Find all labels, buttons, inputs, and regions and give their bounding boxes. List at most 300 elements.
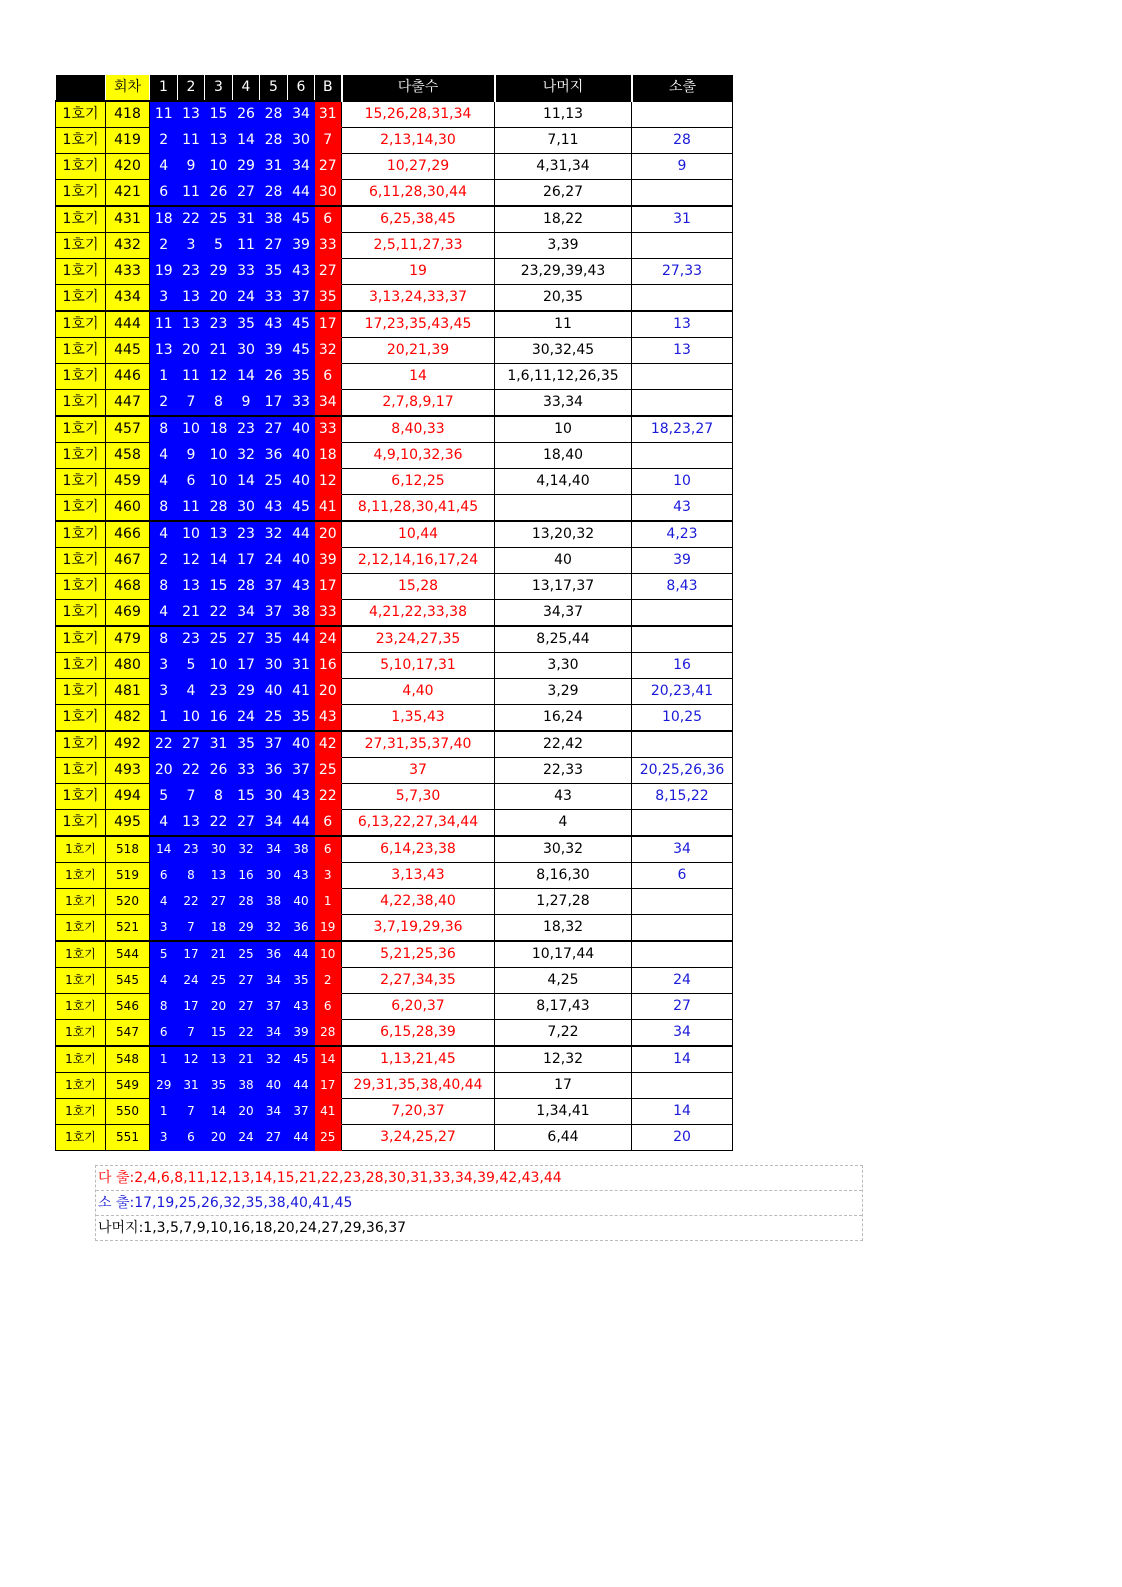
- number-cell: 38: [288, 836, 315, 863]
- round-cell: 480: [106, 653, 150, 679]
- number-cell: 43: [288, 863, 315, 889]
- machine-cell: 1호기: [56, 495, 106, 522]
- round-cell: 521: [106, 915, 150, 942]
- round-cell: 468: [106, 574, 150, 600]
- round-cell: 545: [106, 968, 150, 994]
- number-cell: 30: [260, 784, 288, 810]
- number-cell: 35: [260, 259, 288, 285]
- number-cell: 9: [233, 390, 260, 417]
- number-cell: 31: [233, 206, 260, 233]
- number-cell: 3: [150, 915, 178, 942]
- rest-cell: 30,32,45: [495, 338, 632, 364]
- header-number-6: 6: [288, 75, 315, 101]
- rest-cell: 11: [495, 311, 632, 338]
- rare-cell: 4,23: [632, 521, 733, 548]
- round-cell: 520: [106, 889, 150, 915]
- bonus-cell: 39: [315, 548, 342, 574]
- number-cell: 28: [260, 128, 288, 154]
- number-cell: 34: [260, 968, 288, 994]
- rest-cell: 40: [495, 548, 632, 574]
- number-cell: 14: [150, 836, 178, 863]
- summary-rare: 소 출:17,19,25,26,32,35,38,40,41,45: [96, 1190, 862, 1215]
- number-cell: 13: [205, 1046, 233, 1073]
- bonus-cell: 12: [315, 469, 342, 495]
- round-cell: 492: [106, 731, 150, 758]
- number-cell: 5: [150, 784, 178, 810]
- number-cell: 33: [233, 758, 260, 784]
- number-cell: 38: [260, 206, 288, 233]
- round-cell: 421: [106, 180, 150, 207]
- round-cell: 519: [106, 863, 150, 889]
- frequent-cell: 2,27,34,35: [342, 968, 495, 994]
- rare-cell: 39: [632, 548, 733, 574]
- number-cell: 23: [233, 521, 260, 548]
- rest-cell: 33,34: [495, 390, 632, 417]
- number-cell: 10: [178, 705, 205, 732]
- number-cell: 5: [178, 653, 205, 679]
- rest-cell: [495, 495, 632, 522]
- table-row: [56, 653, 733, 679]
- header-number-4: 4: [233, 75, 260, 101]
- number-cell: 8: [150, 626, 178, 653]
- frequent-cell: 3,13,24,33,37: [342, 285, 495, 312]
- number-cell: 43: [260, 495, 288, 522]
- rest-cell: 4: [495, 810, 632, 837]
- number-cell: 23: [233, 416, 260, 443]
- rare-cell: 34: [632, 1020, 733, 1047]
- number-cell: 25: [205, 968, 233, 994]
- number-cell: 11: [178, 128, 205, 154]
- number-cell: 1: [150, 1099, 178, 1125]
- frequent-cell: 4,9,10,32,36: [342, 443, 495, 469]
- number-cell: 39: [288, 233, 315, 259]
- number-cell: 14: [233, 128, 260, 154]
- machine-cell: 1호기: [56, 390, 106, 417]
- rest-cell: 7,22: [495, 1020, 632, 1047]
- rare-cell: 16: [632, 653, 733, 679]
- rest-cell: 1,6,11,12,26,35: [495, 364, 632, 390]
- frequent-cell: 5,10,17,31: [342, 653, 495, 679]
- number-cell: 12: [205, 364, 233, 390]
- round-cell: 544: [106, 941, 150, 968]
- rest-cell: 23,29,39,43: [495, 259, 632, 285]
- number-cell: 23: [178, 836, 205, 863]
- rest-cell: 30,32: [495, 836, 632, 863]
- rest-cell: 10: [495, 416, 632, 443]
- frequent-cell: 6,14,23,38: [342, 836, 495, 863]
- rare-cell: 10: [632, 469, 733, 495]
- bonus-cell: 14: [315, 1046, 342, 1073]
- machine-cell: 1호기: [56, 416, 106, 443]
- rare-cell: [632, 364, 733, 390]
- rest-cell: 4,25: [495, 968, 632, 994]
- number-cell: 27: [178, 731, 205, 758]
- number-cell: 20: [233, 1099, 260, 1125]
- number-cell: 4: [150, 154, 178, 180]
- rare-cell: 31: [632, 206, 733, 233]
- table-row: [56, 1073, 733, 1099]
- number-cell: 26: [205, 180, 233, 207]
- frequent-cell: 6,15,28,39: [342, 1020, 495, 1047]
- bonus-cell: 34: [315, 390, 342, 417]
- frequent-cell: 20,21,39: [342, 338, 495, 364]
- bonus-cell: 1: [315, 889, 342, 915]
- number-cell: 13: [150, 338, 178, 364]
- bonus-cell: 6: [315, 206, 342, 233]
- round-cell: 546: [106, 994, 150, 1020]
- frequent-cell: 2,7,8,9,17: [342, 390, 495, 417]
- frequent-cell: 3,7,19,29,36: [342, 915, 495, 942]
- rest-cell: 13,17,37: [495, 574, 632, 600]
- number-cell: 2: [150, 233, 178, 259]
- rare-cell: 20,23,41: [632, 679, 733, 705]
- number-cell: 17: [233, 653, 260, 679]
- table-row: [56, 679, 733, 705]
- number-cell: 37: [260, 994, 288, 1020]
- bonus-cell: 20: [315, 679, 342, 705]
- number-cell: 36: [288, 915, 315, 942]
- table-row: [56, 469, 733, 495]
- frequent-cell: 17,23,35,43,45: [342, 311, 495, 338]
- number-cell: 38: [288, 600, 315, 627]
- number-cell: 44: [288, 626, 315, 653]
- number-cell: 2: [150, 548, 178, 574]
- bonus-cell: 22: [315, 784, 342, 810]
- bonus-cell: 41: [315, 1099, 342, 1125]
- number-cell: 45: [288, 338, 315, 364]
- round-cell: 418: [106, 101, 150, 128]
- bonus-cell: 31: [315, 101, 342, 128]
- machine-cell: 1호기: [56, 889, 106, 915]
- bonus-cell: 41: [315, 495, 342, 522]
- number-cell: 21: [205, 338, 233, 364]
- frequent-cell: 15,26,28,31,34: [342, 101, 495, 128]
- bonus-cell: 18: [315, 443, 342, 469]
- table-row: [56, 180, 733, 207]
- number-cell: 45: [288, 495, 315, 522]
- round-cell: 495: [106, 810, 150, 837]
- number-cell: 32: [233, 836, 260, 863]
- table-row: [56, 206, 733, 233]
- frequent-cell: 2,12,14,16,17,24: [342, 548, 495, 574]
- number-cell: 6: [150, 180, 178, 207]
- number-cell: 6: [150, 1020, 178, 1047]
- rare-cell: [632, 1073, 733, 1099]
- number-cell: 35: [288, 705, 315, 732]
- number-cell: 17: [233, 548, 260, 574]
- number-cell: 26: [205, 758, 233, 784]
- number-cell: 13: [205, 128, 233, 154]
- number-cell: 34: [288, 154, 315, 180]
- rare-cell: [632, 285, 733, 312]
- bonus-cell: 3: [315, 863, 342, 889]
- number-cell: 40: [288, 416, 315, 443]
- bonus-cell: 17: [315, 1073, 342, 1099]
- number-cell: 34: [260, 810, 288, 837]
- header-round: 회차: [106, 75, 150, 101]
- frequent-cell: 27,31,35,37,40: [342, 731, 495, 758]
- machine-cell: 1호기: [56, 469, 106, 495]
- rest-cell: 43: [495, 784, 632, 810]
- rare-cell: 18,23,27: [632, 416, 733, 443]
- machine-cell: 1호기: [56, 1073, 106, 1099]
- machine-cell: 1호기: [56, 784, 106, 810]
- bonus-cell: 33: [315, 600, 342, 627]
- frequent-cell: 2,5,11,27,33: [342, 233, 495, 259]
- bonus-cell: 28: [315, 1020, 342, 1047]
- rest-cell: 8,25,44: [495, 626, 632, 653]
- rare-cell: [632, 810, 733, 837]
- rare-cell: [632, 626, 733, 653]
- table-row: [56, 311, 733, 338]
- number-cell: 40: [260, 679, 288, 705]
- table-row: [56, 810, 733, 837]
- machine-cell: 1호기: [56, 994, 106, 1020]
- number-cell: 8: [150, 495, 178, 522]
- number-cell: 20: [150, 758, 178, 784]
- number-cell: 9: [178, 154, 205, 180]
- rest-cell: 1,34,41: [495, 1099, 632, 1125]
- bonus-cell: 33: [315, 233, 342, 259]
- round-cell: 434: [106, 285, 150, 312]
- round-cell: 482: [106, 705, 150, 732]
- number-cell: 35: [288, 968, 315, 994]
- rare-cell: [632, 180, 733, 207]
- round-cell: 493: [106, 758, 150, 784]
- rare-cell: 43: [632, 495, 733, 522]
- table-row: [56, 101, 733, 128]
- number-cell: 20: [205, 1125, 233, 1151]
- table-row: [56, 364, 733, 390]
- rest-cell: 8,17,43: [495, 994, 632, 1020]
- number-cell: 23: [205, 679, 233, 705]
- number-cell: 16: [205, 705, 233, 732]
- number-cell: 32: [260, 1046, 288, 1073]
- rare-cell: 14: [632, 1046, 733, 1073]
- table-row: [56, 338, 733, 364]
- number-cell: 21: [205, 941, 233, 968]
- number-cell: 30: [288, 128, 315, 154]
- round-cell: 431: [106, 206, 150, 233]
- bonus-cell: 16: [315, 653, 342, 679]
- number-cell: 1: [150, 1046, 178, 1073]
- frequent-cell: 8,11,28,30,41,45: [342, 495, 495, 522]
- machine-cell: 1호기: [56, 758, 106, 784]
- number-cell: 13: [205, 863, 233, 889]
- machine-cell: 1호기: [56, 128, 106, 154]
- rest-cell: 12,32: [495, 1046, 632, 1073]
- frequent-cell: 29,31,35,38,40,44: [342, 1073, 495, 1099]
- number-cell: 28: [233, 574, 260, 600]
- bonus-cell: 17: [315, 574, 342, 600]
- number-cell: 4: [150, 521, 178, 548]
- number-cell: 24: [233, 285, 260, 312]
- number-cell: 1: [150, 364, 178, 390]
- number-cell: 33: [233, 259, 260, 285]
- frequent-cell: 7,20,37: [342, 1099, 495, 1125]
- bonus-cell: 32: [315, 338, 342, 364]
- number-cell: 35: [288, 364, 315, 390]
- number-cell: 37: [288, 285, 315, 312]
- number-cell: 2: [150, 390, 178, 417]
- machine-cell: 1호기: [56, 180, 106, 207]
- number-cell: 30: [260, 653, 288, 679]
- round-cell: 458: [106, 443, 150, 469]
- bonus-cell: 17: [315, 311, 342, 338]
- number-cell: 12: [178, 548, 205, 574]
- number-cell: 4: [178, 679, 205, 705]
- header-number-2: 2: [178, 75, 205, 101]
- number-cell: 28: [205, 495, 233, 522]
- table-row: [56, 1046, 733, 1073]
- round-cell: 419: [106, 128, 150, 154]
- number-cell: 38: [260, 889, 288, 915]
- number-cell: 27: [233, 810, 260, 837]
- rare-cell: 27,33: [632, 259, 733, 285]
- rest-cell: 18,40: [495, 443, 632, 469]
- table-row: [56, 416, 733, 443]
- round-cell: 518: [106, 836, 150, 863]
- number-cell: 25: [233, 941, 260, 968]
- number-cell: 10: [205, 154, 233, 180]
- number-cell: 3: [178, 233, 205, 259]
- machine-cell: 1호기: [56, 259, 106, 285]
- machine-cell: 1호기: [56, 521, 106, 548]
- number-cell: 29: [233, 154, 260, 180]
- number-cell: 27: [233, 626, 260, 653]
- bonus-cell: 6: [315, 364, 342, 390]
- machine-cell: 1호기: [56, 915, 106, 942]
- number-cell: 26: [233, 101, 260, 128]
- table-row: [56, 889, 733, 915]
- rest-cell: 22,33: [495, 758, 632, 784]
- frequent-cell: 19: [342, 259, 495, 285]
- number-cell: 38: [233, 1073, 260, 1099]
- header-bonus: B: [315, 75, 342, 101]
- number-cell: 43: [288, 259, 315, 285]
- table-row: [56, 495, 733, 522]
- number-cell: 13: [178, 311, 205, 338]
- number-cell: 15: [233, 784, 260, 810]
- number-cell: 17: [260, 390, 288, 417]
- rest-cell: 26,27: [495, 180, 632, 207]
- bonus-cell: 42: [315, 731, 342, 758]
- number-cell: 7: [178, 1020, 205, 1047]
- number-cell: 41: [288, 679, 315, 705]
- rare-cell: [632, 731, 733, 758]
- number-cell: 24: [260, 548, 288, 574]
- machine-cell: 1호기: [56, 233, 106, 259]
- frequent-cell: 1,13,21,45: [342, 1046, 495, 1073]
- bonus-cell: 19: [315, 915, 342, 942]
- number-cell: 10: [205, 443, 233, 469]
- number-cell: 25: [205, 626, 233, 653]
- rare-cell: 10,25: [632, 705, 733, 732]
- frequent-cell: 15,28: [342, 574, 495, 600]
- number-cell: 36: [260, 443, 288, 469]
- frequent-cell: 5,7,30: [342, 784, 495, 810]
- number-cell: 18: [205, 915, 233, 942]
- number-cell: 45: [288, 1046, 315, 1073]
- rest-cell: 18,32: [495, 915, 632, 942]
- number-cell: 37: [288, 1099, 315, 1125]
- number-cell: 10: [205, 653, 233, 679]
- header-number-3: 3: [205, 75, 233, 101]
- round-cell: 457: [106, 416, 150, 443]
- machine-cell: 1호기: [56, 731, 106, 758]
- round-cell: 420: [106, 154, 150, 180]
- number-cell: 34: [260, 836, 288, 863]
- frequent-cell: 6,12,25: [342, 469, 495, 495]
- round-cell: 444: [106, 311, 150, 338]
- number-cell: 23: [178, 626, 205, 653]
- number-cell: 7: [178, 390, 205, 417]
- rare-cell: 28: [632, 128, 733, 154]
- frequent-cell: 2,13,14,30: [342, 128, 495, 154]
- table-row: [56, 758, 733, 784]
- number-cell: 30: [260, 863, 288, 889]
- number-cell: 44: [288, 1073, 315, 1099]
- number-cell: 43: [288, 574, 315, 600]
- frequent-cell: 10,44: [342, 521, 495, 548]
- rest-cell: 6,44: [495, 1125, 632, 1151]
- number-cell: 34: [233, 600, 260, 627]
- machine-cell: 1호기: [56, 626, 106, 653]
- machine-cell: 1호기: [56, 574, 106, 600]
- number-cell: 37: [260, 731, 288, 758]
- header-row: [56, 75, 733, 101]
- frequent-cell: 4,22,38,40: [342, 889, 495, 915]
- machine-cell: 1호기: [56, 968, 106, 994]
- rare-cell: 9: [632, 154, 733, 180]
- number-cell: 31: [260, 154, 288, 180]
- frequent-cell: 8,40,33: [342, 416, 495, 443]
- number-cell: 29: [233, 915, 260, 942]
- rare-cell: 34: [632, 836, 733, 863]
- rare-cell: 14: [632, 1099, 733, 1125]
- number-cell: 40: [288, 548, 315, 574]
- number-cell: 40: [288, 731, 315, 758]
- number-cell: 11: [150, 311, 178, 338]
- table-row: [56, 259, 733, 285]
- table-row: [56, 863, 733, 889]
- number-cell: 13: [178, 810, 205, 837]
- rare-cell: [632, 889, 733, 915]
- number-cell: 11: [233, 233, 260, 259]
- table-row: [56, 1125, 733, 1151]
- number-cell: 40: [288, 469, 315, 495]
- number-cell: 2: [150, 128, 178, 154]
- bonus-cell: 33: [315, 416, 342, 443]
- number-cell: 34: [260, 1020, 288, 1047]
- number-cell: 39: [260, 338, 288, 364]
- number-cell: 9: [178, 443, 205, 469]
- number-cell: 37: [260, 600, 288, 627]
- number-cell: 15: [205, 101, 233, 128]
- machine-cell: 1호기: [56, 653, 106, 679]
- table-row: [56, 784, 733, 810]
- round-cell: 447: [106, 390, 150, 417]
- bonus-cell: 6: [315, 836, 342, 863]
- number-cell: 3: [150, 285, 178, 312]
- rare-cell: 24: [632, 968, 733, 994]
- number-cell: 4: [150, 600, 178, 627]
- rest-cell: 22,42: [495, 731, 632, 758]
- rare-cell: [632, 101, 733, 128]
- round-cell: 494: [106, 784, 150, 810]
- rest-cell: 16,24: [495, 705, 632, 732]
- number-cell: 6: [150, 863, 178, 889]
